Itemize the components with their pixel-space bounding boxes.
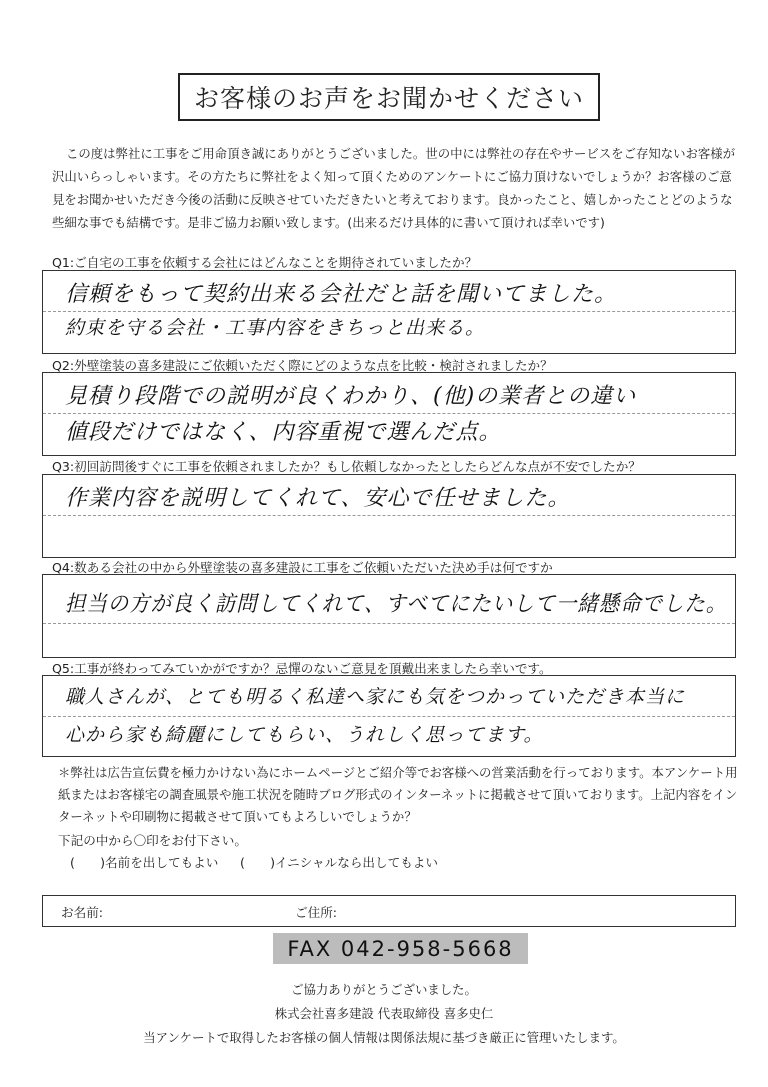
answer-box-5[interactable] [42, 675, 736, 757]
handwritten-answer: 心から家も綺麗にしてもらい、うれしく思ってます。 [65, 724, 544, 746]
question-3-label: Q3:初回訪問後すぐに工事を依頼されましたか？もし依頼しなかったとしたらどんな点が不安でしたか？ [52, 459, 641, 474]
answer-line [43, 716, 735, 717]
answer-line [43, 311, 735, 312]
answer-box-3[interactable] [42, 474, 736, 558]
handwritten-answer: 職人さんが、とても明るく私達へ家にも気をつかっていただき本当に [65, 686, 686, 708]
question-5-label: Q5:工事が終わってみていかがですか？忌憚のないご意見を頂戴出来ましたら幸いです。 [52, 661, 552, 676]
company-signature: 株式会社喜多建設 代表取締役 喜多史仁 [274, 1006, 494, 1021]
handwritten-answer: 値段だけではなく、内容重視で選んだ点。 [65, 420, 502, 445]
answer-box-1[interactable] [42, 270, 736, 354]
name-label: お名前: [61, 905, 104, 920]
privacy-note: 当アンケートで取得したお客様の個人情報は関係法規に基づき厳正に管理いたします。 [143, 1030, 625, 1045]
intro-text: この度は弊社に工事をご用命頂き誠にありがとうございました。世の中には弊社の存在やサービスをご存知ないお客様が沢山いらっしゃいます。その方たちに弊社をよく知って頂くためのアンケートにご協力頂けないでしょうか？お客様のご意見をお聞かせいただき今後の活動に反映させていただきたいと考えております。良かったこと、嬉しかったことどのような些細な事でも結構です。是非ご協力お願い致します。(出来るだけ具体的に書いて頂ければ幸いです) [52, 146, 736, 230]
publication-note: ＊弊社は広告宣伝費を極力かけない為にホームページとご紹介等でお客様への営業活動を行っております。本アンケート用紙またはお客様宅の調査風景や施工状況を随時ブログ形式のインターネットに掲載させて頂いております。上記内容をインターネットや印刷物に掲載させて頂いてもよろしいでしょうか？ [58, 765, 738, 824]
thanks-text: ご協力ありがとうございました。 [291, 982, 477, 997]
option-name-ok[interactable]: ( )名前を出してもよい [70, 855, 219, 870]
question-2-label: Q2:外壁塗装の喜多建設にご依頼いただく際にどのような点を比較・検討されましたか？ [52, 358, 553, 373]
answer-line [43, 413, 735, 414]
answer-box-4[interactable] [42, 574, 736, 658]
option-initial-ok[interactable]: ( )イニシャルなら出してもよい [240, 855, 438, 870]
page-title: お客様のお声をお聞かせください [178, 73, 600, 121]
contact-box[interactable] [42, 895, 736, 927]
answer-line [43, 515, 735, 516]
answer-box-2[interactable] [42, 372, 736, 456]
handwritten-answer: 信頼をもって契約出来る会社だと話を聞いてました。 [65, 282, 618, 307]
question-1-label: Q1:ご自宅の工事を依頼する会社にはどんなことを期待されていましたか？ [52, 255, 478, 270]
handwritten-answer: 担当の方が良く訪問してくれて、すべてにたいして一緒懸命でした。 [65, 592, 728, 617]
handwritten-answer: 作業内容を説明してくれて、安心で任せました。 [65, 486, 571, 511]
question-4-label: Q4:数ある会社の中から外壁塗装の喜多建設に工事をご依頼いただいた決め手は何ですか [52, 560, 553, 575]
handwritten-answer: 見積り段階での説明が良くわかり、(他)の業者との違い [65, 384, 637, 409]
address-label: ご住所: [295, 905, 338, 920]
handwritten-answer: 約束を守る会社・工事内容をきちっと出来る。 [65, 317, 486, 339]
fax-number: FAX 042-958-5668 [273, 933, 528, 964]
answer-line [43, 623, 735, 624]
select-prompt: 下記の中から〇印をお付下さい。 [58, 833, 247, 848]
